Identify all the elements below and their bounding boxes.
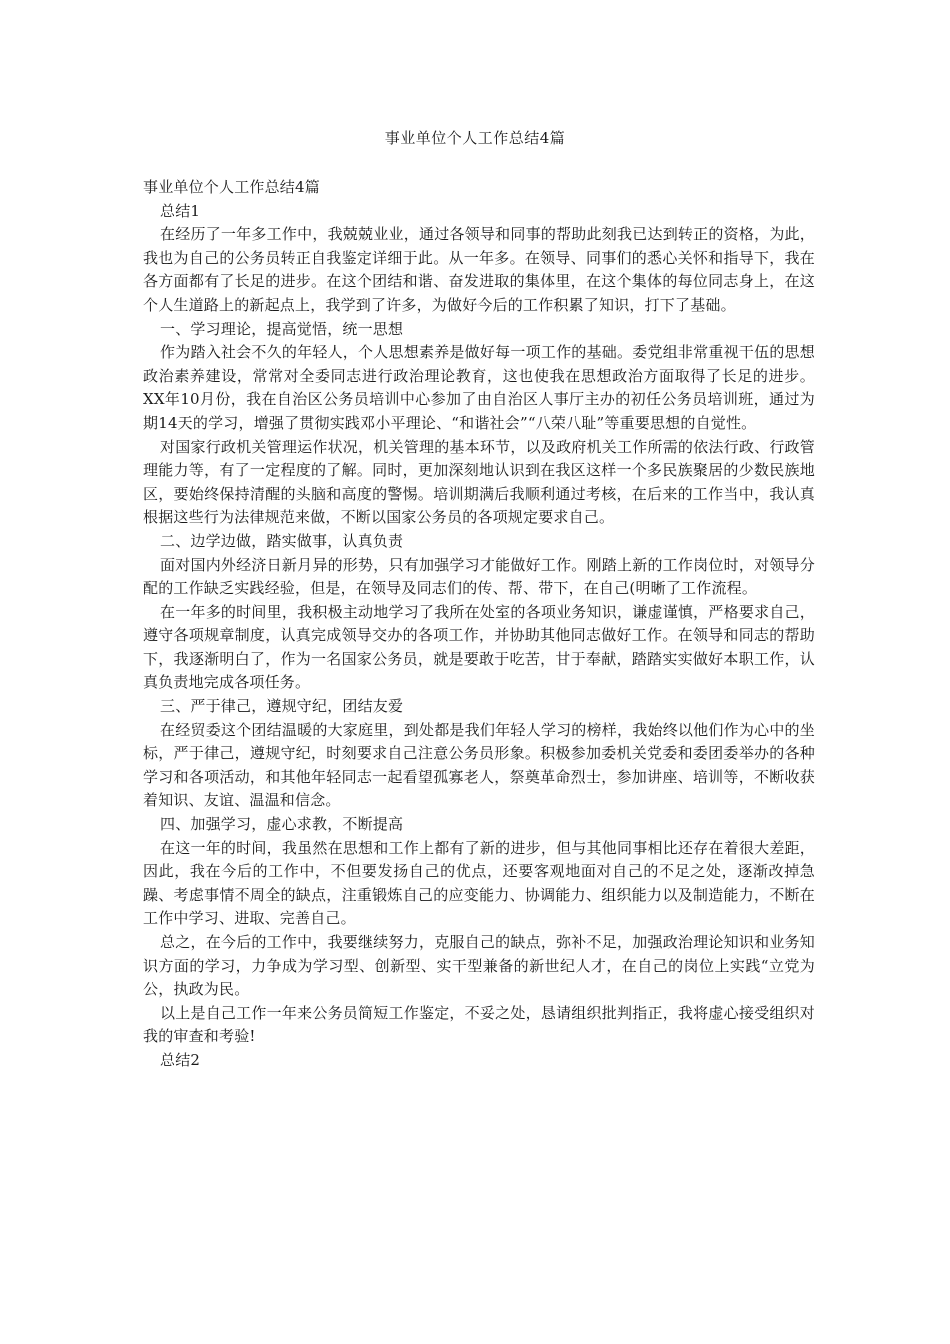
paragraph: 作为踏入社会不久的年轻人，个人思想素养是做好每一项工作的基础。委党组非常重视干伍的思想政治素养建设，常常对全委同志进行政治理论教育，这也使我在思想政治方面取得了长足的进步。XX年10月份，我在自治区公务员培训中心参加了由自治区人事厅主办的初任公务员培训班，通过为期14天的学习，增强了贯彻实践邓小平理论、“和谐社会”“八荣八耻”等重要思想的自觉性。 — [143, 343, 815, 432]
paragraph: 二、边学边做，踏实做事，认真负责 — [160, 531, 404, 550]
paragraph: 在经贸委这个团结温暖的大家庭里，到处都是我们年轻人学习的榜样，我始终以他们作为心中的坐标，严于律己，遵规守纪，时刻要求自己注意公务员形象。积极参加委机关党委和委团委举办的各种学习和各项活动，和其他年轻同志一起看望孤寡老人，祭奠革命烈士，参加讲座、培训等，不断收获着知识、友谊、温温和信念。 — [143, 720, 815, 810]
paragraph: 总结1 — [160, 201, 201, 220]
document-title: 事业单位个人工作总结4篇 — [384, 129, 566, 147]
paragraph: 三、严于律己，遵规守纪，团结友爱 — [160, 697, 404, 716]
paragraph: 面对国内外经济日新月异的形势，只有加强学习才能做好工作。刚踏上新的工作岗位时，对领导分配的工作缺乏实践经验，但是，在领导及同志们的传、帮、带下，在自己(明晰了工作流程。 — [143, 555, 815, 598]
paragraph: 一、学习理论，提高觉悟，统一思想 — [160, 319, 404, 338]
paragraph: 总之，在今后的工作中，我要继续努力，克服自己的缺点，弥补不足，加强政治理论知识和业务知识方面的学习，力争成为学习型、创新型、实干型兼备的新世纪人才，在自己的岗位上实践“立党为公，执政为民。 — [143, 933, 815, 999]
paragraph: 在一年多的时间里，我积极主动地学习了我所在处室的各项业务知识，谦虚谨慎，严格要求自己，遵守各项规章制度，认真完成领导交办的各项工作，并协助其他同志做好工作。在领导和同志的帮助下，我逐渐明白了，作为一名国家公务员，就是要敢于吃苦，甘于奉献，踏踏实实做好本职工作，认真负责地完成各项任务。 — [143, 602, 815, 692]
paragraph: 以上是自己工作一年来公务员简短工作鉴定，不妥之处，恳请组织批判指正，我将虚心接受组织对我的审查和考验! — [143, 1003, 815, 1046]
paragraph: 总结2 — [160, 1050, 201, 1069]
paragraph: 事业单位个人工作总结4篇 — [143, 178, 320, 196]
paragraph: 四、加强学习，虚心求教，不断提高 — [160, 815, 404, 834]
paragraph: 在经历了一年多工作中，我兢兢业业，通过各领导和同事的帮助此刻我已达到转正的资格，为此，我也为自己的公务员转正自我鉴定详细于此。从一年多。在领导、同事们的悉心关怀和指导下，我在各方面都有了长足的进步。在这个团结和谐、奋发进取的集体里，在这个集体的每位同志身上，在这个人生道路上的新起点上，我学到了许多，为做好今后的工作积累了知识，打下了基础。 — [143, 225, 815, 314]
paragraph: 对国家行政机关管理运作状况，机关管理的基本环节，以及政府机关工作所需的依法行政、行政管理能力等，有了一定程度的了解。同时，更加深刻地认识到在我区这样一个多民族聚居的少数民族地区，要始终保持清醒的头脑和高度的警惕。培训期满后我顺利通过考核，在后来的工作当中，我认真根据这些行为法律规范来做，不断以国家公务员的各项规定要求自己。 — [143, 437, 815, 527]
paragraph: 在这一年的时间，我虽然在思想和工作上都有了新的进步，但与其他同事相比还存在着很大差距，因此，我在今后的工作中，不但要发扬自己的优点，还要客观地面对自己的不足之处，逐渐改掉急躁、考虑事情不周全的缺点，注重锻炼自己的应变能力、协调能力、组织能力以及制造能力，不断在工作中学习、进取、完善自己。 — [143, 838, 815, 928]
document-body — [143, 176, 815, 1073]
